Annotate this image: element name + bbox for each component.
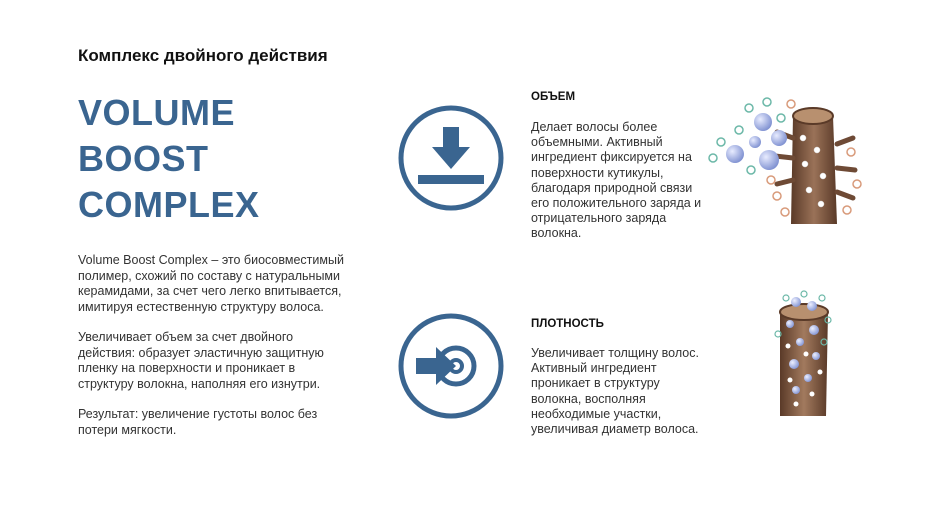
feature-text-density: Увеличивает толщину волос. Активный ингредиент проникает в структуру волокна, восполняя необходимые участки, увеличивая диаметр волоса.	[531, 346, 699, 437]
penetrate-arrow-icon	[396, 311, 506, 421]
hair-penetration-illustration	[766, 290, 846, 422]
feature-text-volume: Делает волосы более объемными. Активный ингредиент фиксируется на поверхности кутикулы, благодаря природной связи его положительного заряда и отрицательного заряда волокна.	[531, 120, 702, 241]
feature-heading-volume: ОБЪЕМ	[531, 91, 576, 103]
hero-title-line: VOLUME	[78, 92, 236, 133]
feature-heading-density: ПЛОТНОСТЬ	[531, 318, 604, 330]
description-paragraph: Результат: увеличение густоты волос без потери мягкости.	[78, 407, 318, 437]
hero-title-line: COMPLEX	[78, 184, 260, 225]
description	[78, 253, 353, 453]
description-paragraph: Volume Boost Complex – это биосовместимый полимер, схожий по составу с натуральными керамидами, за счет чего легко впитывается, имитируя естественную структуру волоса.	[78, 253, 344, 314]
section-title: Комплекс двойного действия	[78, 46, 328, 65]
description-paragraph: Увеличивает объем за счет двойного действия: образует эластичную защитную пленку на поверхности и проникает в структуру волокна, наполняя его изнутри.	[78, 330, 324, 391]
hair-surface-illustration	[705, 98, 865, 228]
hero-title-line: BOOST	[78, 138, 209, 179]
hero-title	[78, 90, 260, 228]
download-arrow-icon	[396, 103, 506, 213]
